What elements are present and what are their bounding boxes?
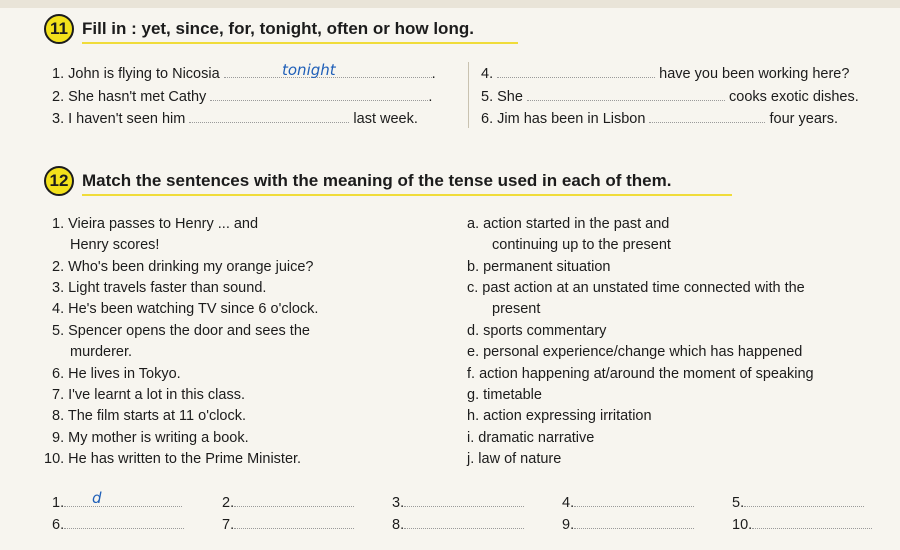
ex11-item-1: 1. John is flying to Nicosia .	[52, 66, 436, 82]
ex11-item-2: 2. She hasn't met Cathy .	[52, 89, 433, 105]
meaning-line: c. past action at an unstated time connected with the	[467, 280, 805, 296]
sentence-line: 6. He lives in Tokyo.	[52, 366, 181, 382]
ex11-item-5-blank[interactable]	[527, 87, 725, 101]
ex11-item-6-blank[interactable]	[649, 109, 765, 123]
meaning-line: f. action happening at/around the moment of speaking	[467, 366, 814, 382]
answer-slot-9[interactable]: 9.	[562, 515, 694, 533]
ex11-item-3-blank[interactable]	[189, 109, 349, 123]
sentence-line: 3. Light travels faster than sound.	[52, 280, 267, 296]
ex11-item-6: 6. Jim has been in Lisbon four years.	[481, 111, 839, 127]
answer-slot-1[interactable]: 1.	[52, 493, 182, 511]
ex11-item-4: 4. have you been working here?	[481, 66, 850, 82]
exercise-11-number-badge: 11	[44, 14, 74, 44]
sentence-line: 10. He has written to the Prime Minister.	[44, 451, 302, 467]
sentence-line: 1. Vieira passes to Henry ... and	[52, 216, 259, 232]
sentence-line: 9. My mother is writing a book.	[52, 430, 249, 446]
answer-slot-3[interactable]: 3.	[392, 493, 524, 511]
sentence-line: 8. The film starts at 11 o'clock.	[52, 408, 247, 424]
ex11-item-5: 5. She cooks exotic dishes.	[481, 89, 859, 105]
exercise-12-title-underline	[82, 194, 732, 196]
exercise-11-title-underline	[82, 42, 518, 44]
exercise-12-number-badge: 12	[44, 166, 74, 196]
sentence-line: 5. Spencer opens the door and sees the	[52, 323, 310, 339]
answer-slot-4[interactable]: 4.	[562, 493, 694, 511]
sentence-line: 7. I've learnt a lot in this class.	[52, 387, 245, 403]
exercise-12-title: Match the sentences with the meaning of the tense used in each of them.	[82, 171, 672, 190]
meaning-line: e. personal experience/change which has happened	[467, 344, 803, 360]
meaning-line: d. sports commentary	[467, 323, 607, 339]
exercise-11-title: Fill in : yet, since, for, tonight, often or how long.	[82, 19, 474, 38]
answer-slot-5[interactable]: 5.	[732, 493, 864, 511]
meaning-line: g. timetable	[467, 387, 542, 403]
ex11-column-divider	[468, 62, 469, 128]
answer-slot-10[interactable]: 10.	[732, 515, 872, 533]
exercise-11-header	[44, 14, 474, 44]
ex11-item-2-blank[interactable]	[210, 87, 428, 101]
page-top-edge	[0, 0, 900, 8]
sentence-line: 4. He's been watching TV since 6 o'clock.	[52, 301, 319, 317]
meaning-line: a. action started in the past and	[467, 216, 670, 232]
sentence-line: 2. Who's been drinking my orange juice?	[52, 259, 314, 275]
sentence-line: murderer.	[70, 344, 133, 360]
exercise-12-header	[44, 166, 671, 196]
answer-slot-6[interactable]: 6.	[52, 515, 184, 533]
meaning-line: b. permanent situation	[467, 259, 611, 275]
meaning-line: j. law of nature	[467, 451, 562, 467]
meaning-line: present	[492, 301, 541, 317]
answer-1-handwritten: d	[92, 489, 102, 507]
answer-slot-8[interactable]: 8.	[392, 515, 524, 533]
meaning-line: continuing up to the present	[492, 237, 671, 253]
answer-slot-7[interactable]: 7.	[222, 515, 354, 533]
ex11-item-4-blank[interactable]	[497, 64, 655, 78]
ex11-item-1-handwritten-answer: tonight	[282, 61, 336, 79]
meaning-line: i. dramatic narrative	[467, 430, 595, 446]
sentence-line: Henry scores!	[70, 237, 160, 253]
meaning-line: h. action expressing irritation	[467, 408, 652, 424]
answer-slot-2[interactable]: 2.	[222, 493, 354, 511]
ex11-item-3: 3. I haven't seen him last week.	[52, 111, 418, 127]
